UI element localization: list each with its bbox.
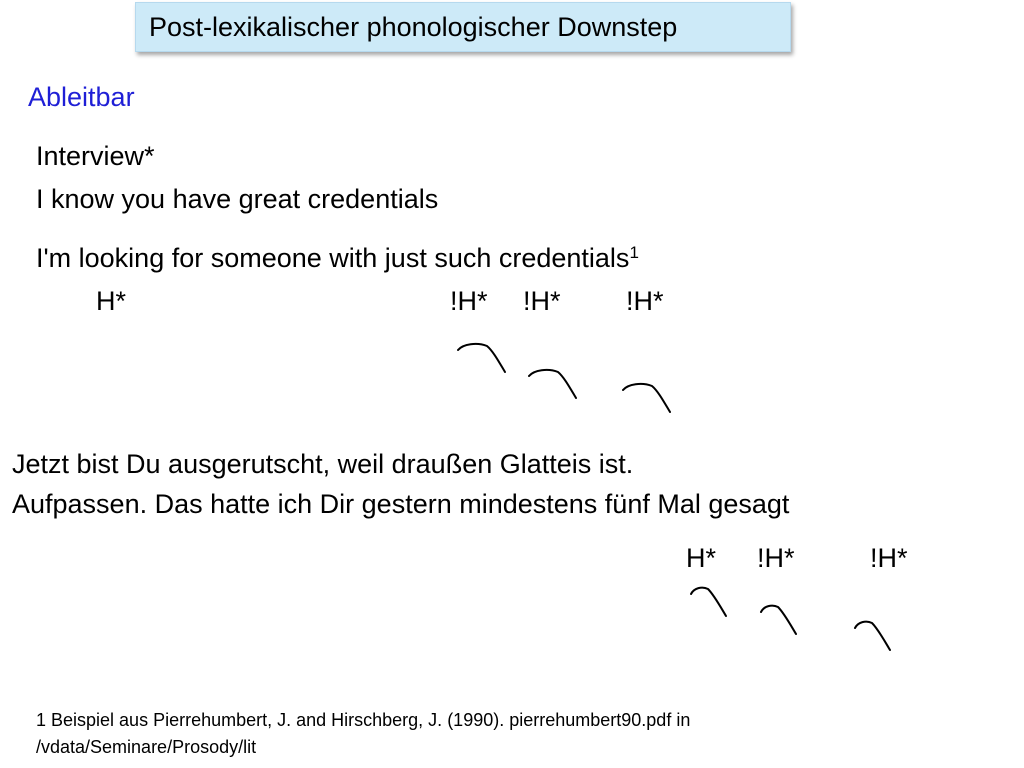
german-line-2: Aufpassen. Das hatte ich Dir gestern mindestens fünf Mal gesagt xyxy=(12,489,790,519)
english-tone-3: !H* xyxy=(523,286,561,316)
english-line-2: I know you have great credentials xyxy=(36,184,439,214)
german-tone-3: !H* xyxy=(870,543,908,573)
slide-title: Post-lexikalischer phonologischer Downstep xyxy=(149,12,678,42)
english-line-1: Interview* xyxy=(36,141,155,171)
pitch-contour-drawing xyxy=(526,364,581,402)
pitch-contour-drawing xyxy=(620,378,675,416)
pitch-contour-drawing xyxy=(455,338,510,376)
german-tone-2: !H* xyxy=(757,543,795,573)
footnote-line-1: 1 Beispiel aus Pierrehumbert, J. and Hirschberg, J. (1990). pierrehumbert90.pdf in xyxy=(36,710,691,730)
english-tone-4: !H* xyxy=(626,286,664,316)
slide-title-box xyxy=(135,2,791,52)
english-line-3-text: I'm looking for someone with just such credentials xyxy=(36,243,630,273)
pitch-contour-drawing xyxy=(852,618,897,654)
german-line-1: Jetzt bist Du ausgerutscht, weil draußen Glatteis ist. xyxy=(12,449,634,479)
pitch-contour-drawing xyxy=(758,602,803,638)
pitch-contour-drawing xyxy=(688,584,733,620)
german-tone-1: H* xyxy=(686,543,717,573)
section-heading: Ableitbar xyxy=(28,82,135,112)
english-line-3 xyxy=(36,245,639,272)
footnote-mark: 1 xyxy=(629,243,639,262)
footnote-line-2: /vdata/Seminare/Prosody/lit xyxy=(36,737,257,757)
english-tone-2: !H* xyxy=(450,286,488,316)
english-tone-1: H* xyxy=(96,286,127,316)
